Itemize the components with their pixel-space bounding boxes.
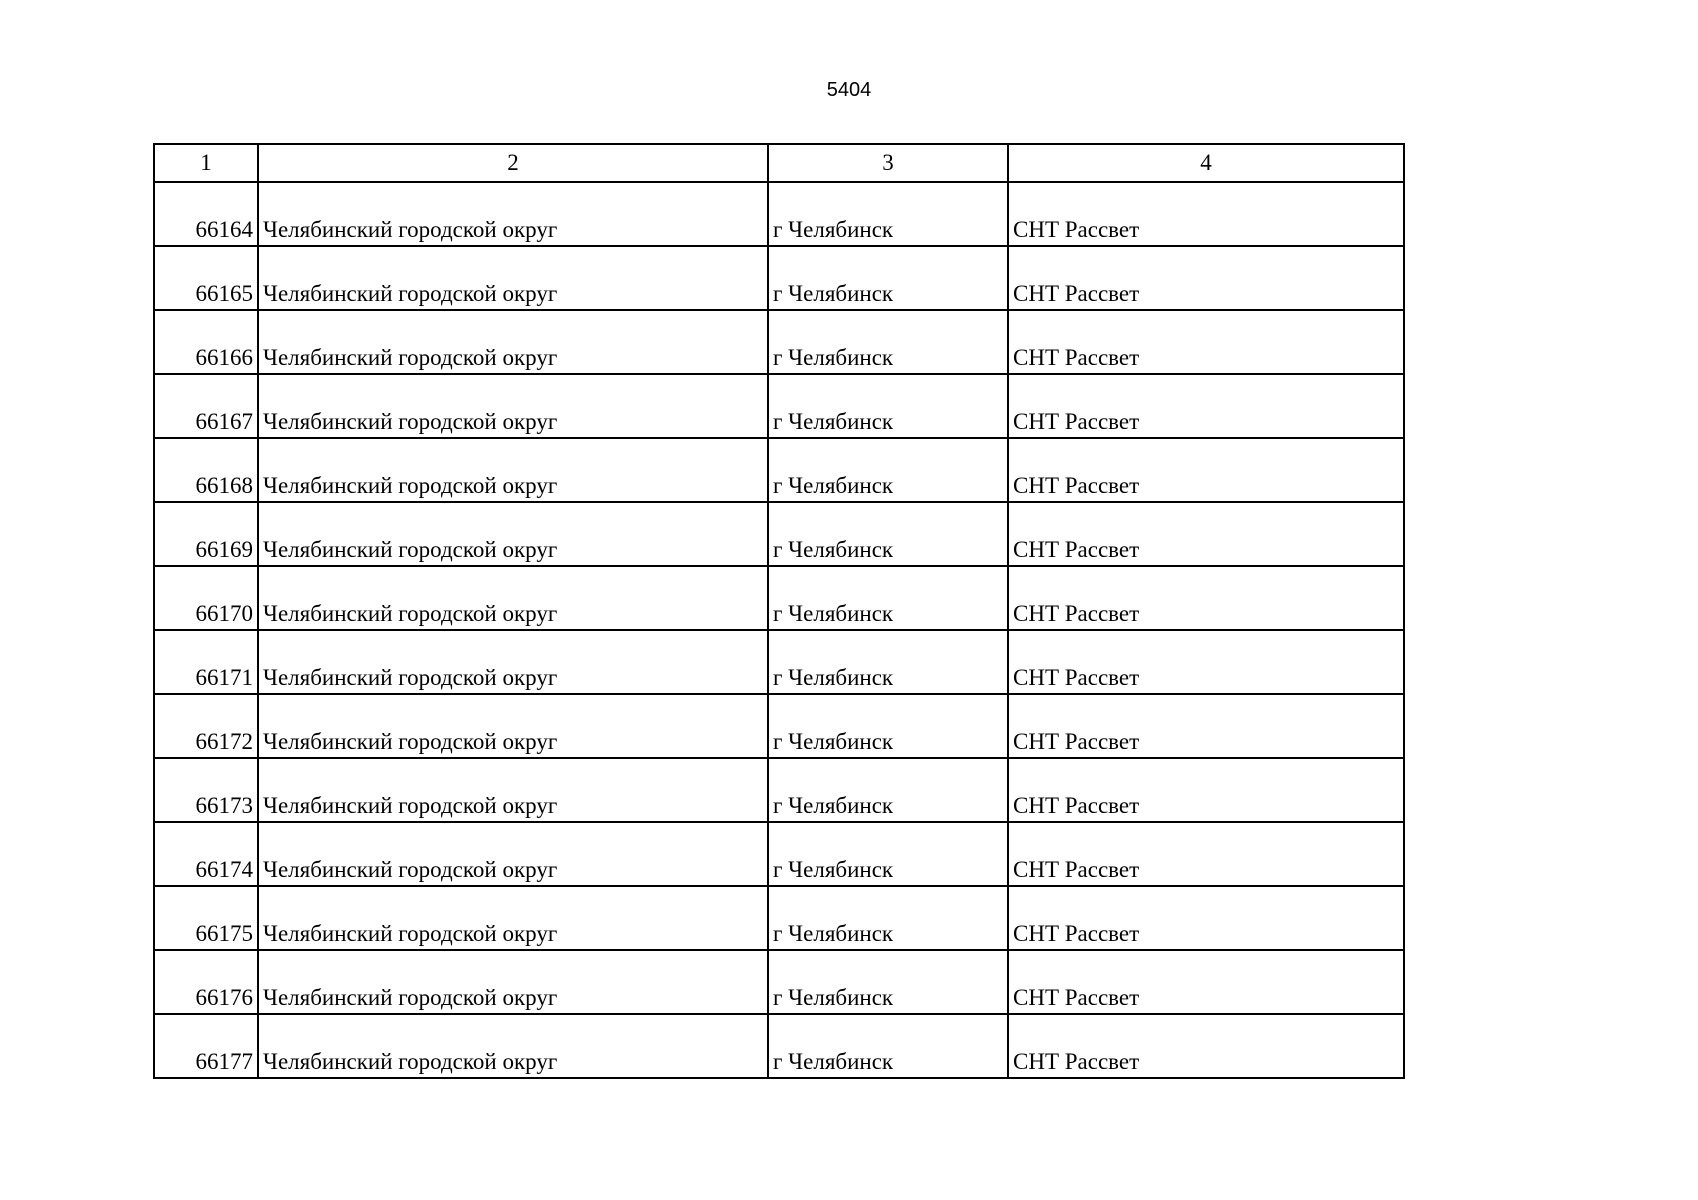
table-row [154, 822, 1404, 886]
row-number: 66174 [154, 822, 258, 886]
settlement-cell: СНТ Рассвет [1008, 566, 1404, 630]
city-cell: г Челябинск [768, 374, 1008, 438]
settlement-cell: СНТ Рассвет [1008, 694, 1404, 758]
city-cell: г Челябинск [768, 758, 1008, 822]
settlement-cell: СНТ Рассвет [1008, 438, 1404, 502]
city-cell: г Челябинск [768, 1014, 1008, 1078]
column-header-2: 2 [258, 144, 768, 182]
district-cell: Челябинский городской округ [258, 822, 768, 886]
table-header-row [154, 144, 1404, 182]
row-number: 66172 [154, 694, 258, 758]
page-number: 5404 [826, 79, 872, 101]
table-row [154, 374, 1404, 438]
row-number: 66168 [154, 438, 258, 502]
district-cell: Челябинский городской округ [258, 950, 768, 1014]
table-row [154, 1014, 1404, 1078]
settlement-cell: СНТ Рассвет [1008, 502, 1404, 566]
row-number: 66167 [154, 374, 258, 438]
district-cell: Челябинский городской округ [258, 502, 768, 566]
district-cell: Челябинский городской округ [258, 246, 768, 310]
city-cell: г Челябинск [768, 566, 1008, 630]
table-row [154, 246, 1404, 310]
registry-table [153, 143, 1405, 1079]
district-cell: Челябинский городской округ [258, 566, 768, 630]
settlement-cell: СНТ Рассвет [1008, 374, 1404, 438]
row-number: 66165 [154, 246, 258, 310]
city-cell: г Челябинск [768, 886, 1008, 950]
table-row [154, 886, 1404, 950]
row-number: 66169 [154, 502, 258, 566]
table-row [154, 694, 1404, 758]
district-cell: Челябинский городской округ [258, 182, 768, 246]
table-row [154, 310, 1404, 374]
city-cell: г Челябинск [768, 438, 1008, 502]
settlement-cell: СНТ Рассвет [1008, 822, 1404, 886]
settlement-cell: СНТ Рассвет [1008, 310, 1404, 374]
row-number: 66166 [154, 310, 258, 374]
row-number: 66170 [154, 566, 258, 630]
row-number: 66164 [154, 182, 258, 246]
column-header-4: 4 [1008, 144, 1404, 182]
settlement-cell: СНТ Рассвет [1008, 886, 1404, 950]
city-cell: г Челябинск [768, 502, 1008, 566]
row-number: 66173 [154, 758, 258, 822]
settlement-cell: СНТ Рассвет [1008, 182, 1404, 246]
city-cell: г Челябинск [768, 182, 1008, 246]
city-cell: г Челябинск [768, 246, 1008, 310]
district-cell: Челябинский городской округ [258, 374, 768, 438]
row-number: 66175 [154, 886, 258, 950]
table-row [154, 502, 1404, 566]
district-cell: Челябинский городской округ [258, 438, 768, 502]
settlement-cell: СНТ Рассвет [1008, 758, 1404, 822]
district-cell: Челябинский городской округ [258, 694, 768, 758]
table-row [154, 182, 1404, 246]
table-row [154, 758, 1404, 822]
settlement-cell: СНТ Рассвет [1008, 950, 1404, 1014]
city-cell: г Челябинск [768, 822, 1008, 886]
settlement-cell: СНТ Рассвет [1008, 630, 1404, 694]
row-number: 66176 [154, 950, 258, 1014]
column-header-3: 3 [768, 144, 1008, 182]
city-cell: г Челябинск [768, 310, 1008, 374]
row-number: 66177 [154, 1014, 258, 1078]
settlement-cell: СНТ Рассвет [1008, 246, 1404, 310]
city-cell: г Челябинск [768, 694, 1008, 758]
settlement-cell: СНТ Рассвет [1008, 1014, 1404, 1078]
table-row [154, 566, 1404, 630]
table-row [154, 950, 1404, 1014]
table-row [154, 630, 1404, 694]
district-cell: Челябинский городской округ [258, 886, 768, 950]
table-row [154, 438, 1404, 502]
district-cell: Челябинский городской округ [258, 310, 768, 374]
city-cell: г Челябинск [768, 630, 1008, 694]
column-header-1: 1 [154, 144, 258, 182]
district-cell: Челябинский городской округ [258, 1014, 768, 1078]
district-cell: Челябинский городской округ [258, 630, 768, 694]
row-number: 66171 [154, 630, 258, 694]
district-cell: Челябинский городской округ [258, 758, 768, 822]
city-cell: г Челябинск [768, 950, 1008, 1014]
